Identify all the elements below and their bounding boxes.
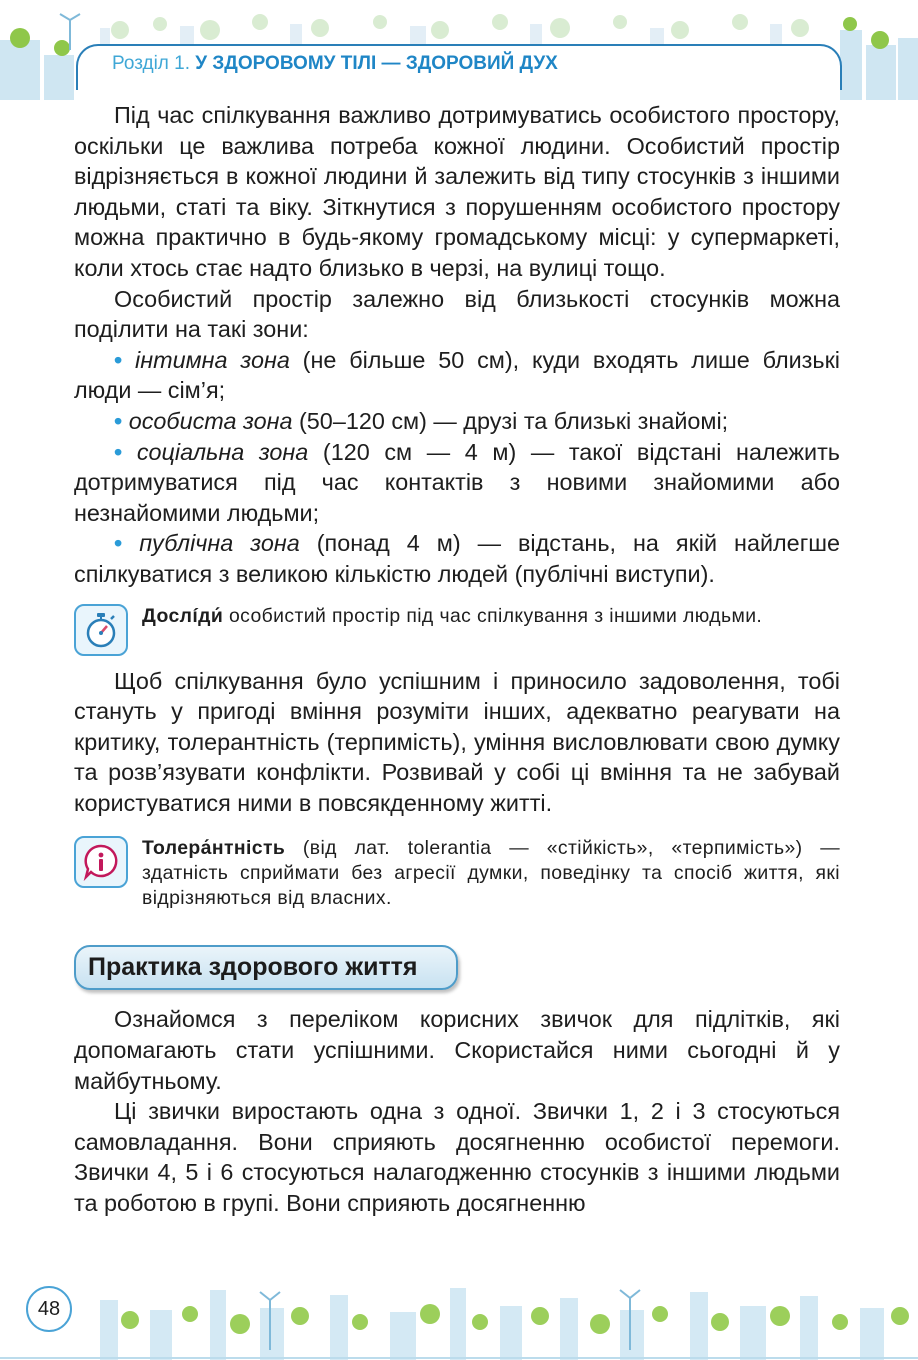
info-icon: [74, 836, 128, 888]
zone-term: соціальна зона: [136, 438, 309, 465]
city-illustration-bottom: [0, 1270, 918, 1360]
zone-description: (не більше 50 см), куди входять лише близькі люди — сім’я;: [74, 346, 841, 404]
explore-note-bold: Дослíди́: [142, 604, 224, 627]
bullet-icon: •: [114, 346, 123, 373]
definition-note: [74, 836, 840, 911]
list-item-zone: [74, 437, 840, 529]
zone-term: публічна зона: [139, 530, 300, 557]
explore-note: [74, 604, 840, 656]
stopwatch-icon: [74, 604, 128, 656]
page-content: [74, 100, 840, 1219]
section-title: У ЗДОРОВОМУ ТІЛІ — ЗДОРОВИЙ ДУХ: [195, 53, 558, 74]
bullet-icon: •: [114, 407, 123, 434]
list-item-zone: [74, 406, 840, 437]
zone-term: інтимна зона: [135, 346, 290, 373]
zone-term: особиста зона: [128, 407, 293, 434]
section-heading: Практика здорового життя: [74, 945, 458, 990]
running-header: [112, 53, 558, 75]
explore-note-text: [142, 604, 762, 629]
list-item-zone: [74, 345, 840, 406]
bullet-icon: •: [114, 438, 123, 465]
paragraph-habits-intro: Ознайомся з переліком корисних звичок для підлітків, які допомагають стати успішними. Скористайся ними сьогодні й у майбутньому.: [74, 1006, 840, 1094]
paragraph-personal-space: Під час спілкування важливо дотримуватись особистого простору, оскільки це важлива потреба кожної людини. Особистий простір відрізняється в кожної людини й залежить від типу стосунків з іншими людьми, статі та віку. Зіткнутися з порушенням особистого простору можна практично в будь-якому громадському місці: у супермаркеті, коли хтось стає надто близько в черзі, на вулиці тощо.: [74, 102, 840, 281]
paragraph-zones-intro: Особистий простір залежно від близькості стосунків можна поділити на такі зони:: [74, 285, 840, 343]
page-number: 48: [26, 1286, 72, 1332]
definition-body: (від лат. tolerantia — «стійкість», «терпимість») — здатність сприймати без агресії думки, поведінку та спосіб життя, які відрізняються від власних.: [142, 837, 840, 910]
definition-note-text: [142, 836, 840, 911]
zone-description: (понад 4 м) — відстань, на якій найлегше спілкуватися з великою кількістю людей (публічні виступи).: [74, 530, 840, 587]
list-item-zone: [74, 528, 840, 589]
section-number: Розділ 1.: [112, 53, 191, 74]
paragraph-communication-skills: Щоб спілкування було успішним і приносило задоволення, тобі стануть у пригоді вміння розуміти інших, адекватно реагувати на критику, толерантність (терпимість), уміння висловлювати свою думку та розв’язувати конфлікти. Розвивай у собі ці вміння та не забувай користуватися ними в повсякденному житті.: [74, 667, 840, 816]
paragraph-habits-groups: Ці звички виростають одна з одної. Звички 1, 2 і 3 стосуються самовладання. Вони сприяють досягненню особистої перемоги. Звички 4, 5 і 6 стосуються налагодженню стосунків з іншими людьми та роботою в групі. Вони сприяють досягненню: [74, 1098, 840, 1217]
definition-term: Толера́нтність: [142, 837, 286, 860]
zone-description: (50–120 см) — друзі та близькі знайомі;: [292, 407, 729, 434]
zone-description: (120 см — 4 м) — такої відстані належить дотримуватися під час контактів з новими знайомими або незнайомими людьми;: [74, 438, 840, 526]
explore-note-body: особистий простір під час спілкування з іншими людьми.: [223, 604, 763, 627]
bullet-icon: •: [114, 530, 123, 557]
